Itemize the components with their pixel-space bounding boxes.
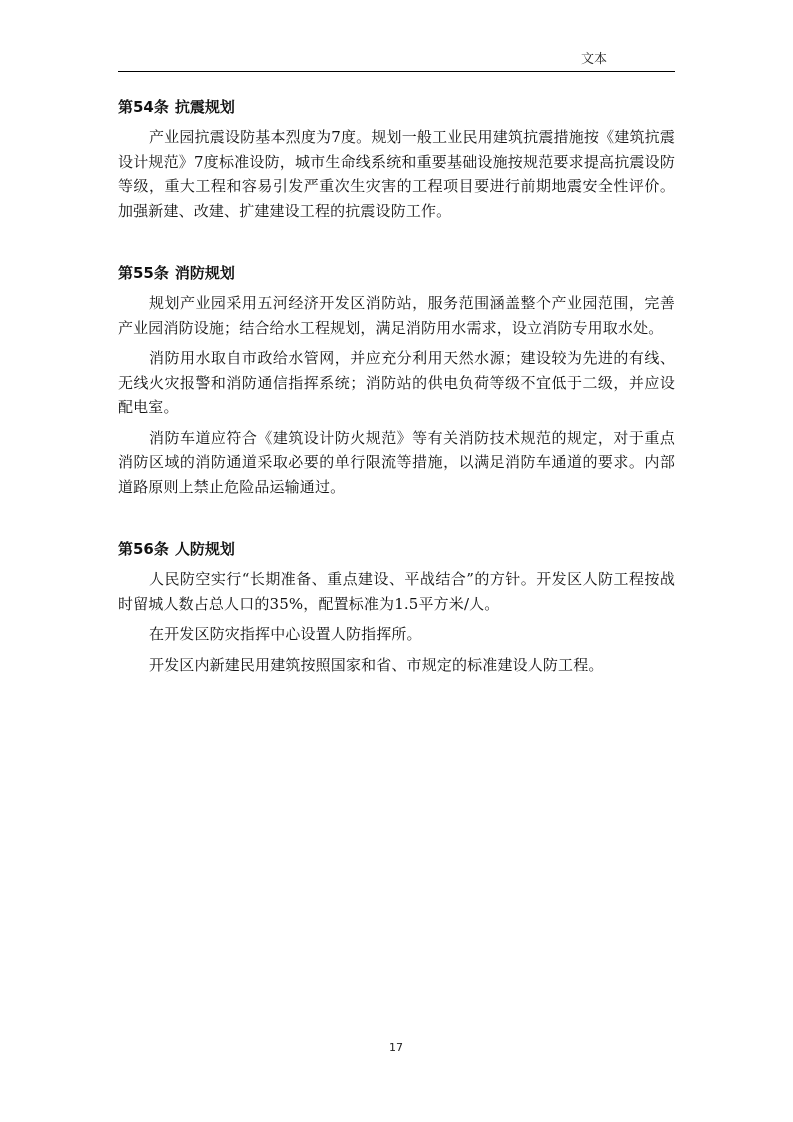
section-number: 第54条: [118, 98, 169, 116]
section-heading: [118, 538, 675, 560]
paragraph: 规划产业园采用五河经济开发区消防站，服务范围涵盖整个产业园范围，完善产业园消防设施；结合给水工程规划，满足消防用水需求，设立消防专用取水处。: [118, 294, 675, 337]
section-54-seismic: [118, 96, 675, 223]
paragraph: 人民防空实行“长期准备、重点建设、平战结合”的方针。开发区人防工程按战时留城人数占总人口的35%，配置标准为1.5平方米/人。: [118, 570, 675, 613]
paragraph: 在开发区防灾指挥中心设置人防指挥所。: [149, 625, 422, 643]
paragraph: 消防用水取自市政给水管网，并应充分利用天然水源；建设较为先进的有线、无线火灾报警和消防通信指挥系统；消防站的供电负荷等级不宜低于二级，并应设配电室。: [118, 349, 675, 416]
section-heading: [118, 262, 675, 284]
section-number: 第55条: [118, 264, 169, 282]
header-divider: [118, 71, 675, 72]
paragraph: 开发区内新建民用建筑按照国家和省、市规定的标准建设人防工程。: [149, 655, 604, 674]
section-55-fire: [118, 262, 675, 499]
document-body: [118, 96, 675, 716]
section-heading: [118, 96, 675, 118]
paragraph: 消防车道应符合《建筑设计防火规范》等有关消防技术规范的规定，对于重点消防区域的消防通道采取必要的单行限流等措施，以满足消防车通道的要求。内部道路原则上禁止危险品运输通过。: [118, 428, 675, 496]
section-number: 第56条: [118, 540, 169, 558]
section-title: 消防规划: [174, 264, 235, 282]
page-number: 17: [389, 1041, 403, 1054]
section-title: 抗震规划: [174, 98, 235, 116]
section-title: 人防规划: [174, 540, 235, 558]
header-label: 文本: [580, 52, 607, 67]
section-56-civil-defense: [118, 538, 675, 677]
paragraph: 产业园抗震设防基本烈度为7度。规划一般工业民用建筑抗震措施按《建筑抗震设计规范》7度标准设防，城市生命线系统和重要基础设施按规范要求提高抗震设防等级，重大工程和容易引发严重次生灾害的工程项目要进行前期地震安全性评价。加强新建、改建、扩建建设工程的抗震设防工作。: [118, 128, 675, 220]
